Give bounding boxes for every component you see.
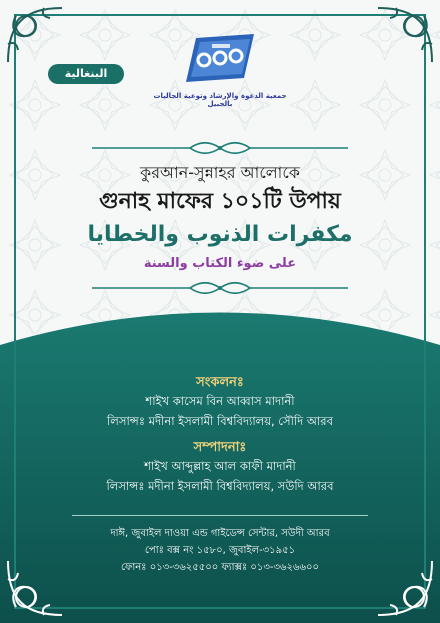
corner-ornament-top-left xyxy=(4,4,66,66)
editor-credential: লিসান্সঃ মদীনা ইসলামী বিশ্ববিদ্যালয়, সউদি আরব xyxy=(106,479,334,493)
ornament-divider-top xyxy=(90,141,350,155)
ornament-divider-bottom xyxy=(90,281,350,295)
footer-address: দাঈ, জুবাইল দাওয়া এন্ড গাইডেন্স সেন্টার, সউদী আরব xyxy=(110,528,330,539)
language-badge: البنغالية xyxy=(48,64,124,84)
organization-logo-caption: جمعية الدعوة والإرشاد وتوعية الجاليات بالجبيل xyxy=(153,92,287,108)
compiler-credential: লিসান্সঃ মদীনা ইসলামী বিশ্ববিদ্যালয়, সৌদি আরব xyxy=(106,414,333,428)
corner-ornament-top-right xyxy=(374,4,436,66)
title-intro: কুরআন-সুন্নাহর আলোকে xyxy=(140,163,300,182)
page-title: গুনাহ মাফের ১০১টি উপায় xyxy=(99,189,341,214)
editor-name: শাইখ আব্দুল্লাহ আল কাফী মাদানী xyxy=(144,459,296,473)
editor-heading: সম্পাদনাঃ xyxy=(193,440,247,455)
compiler-name: শাইখ কাসেম বিন আব্বাস মাদানী xyxy=(145,394,295,408)
title-arabic: مكفرات الذنوب والخطايا xyxy=(87,222,353,247)
compiler-heading: সংকলনঃ xyxy=(196,375,244,390)
footer-divider xyxy=(72,515,368,516)
footer-phone-fax: ফোনঃ ০১৩-৩৬২৫৫০০ ফ্যাক্সঃ ০১৩-৩৬২৬৬০০ xyxy=(120,562,320,573)
footer-po-box: পোঃ বক্স নং ১৫৮০, জুবাইল-৩১৯৫১ xyxy=(144,545,296,556)
organization-logo xyxy=(182,30,260,86)
subtitle-arabic: على ضوء الكتاب والسنة xyxy=(143,256,297,271)
